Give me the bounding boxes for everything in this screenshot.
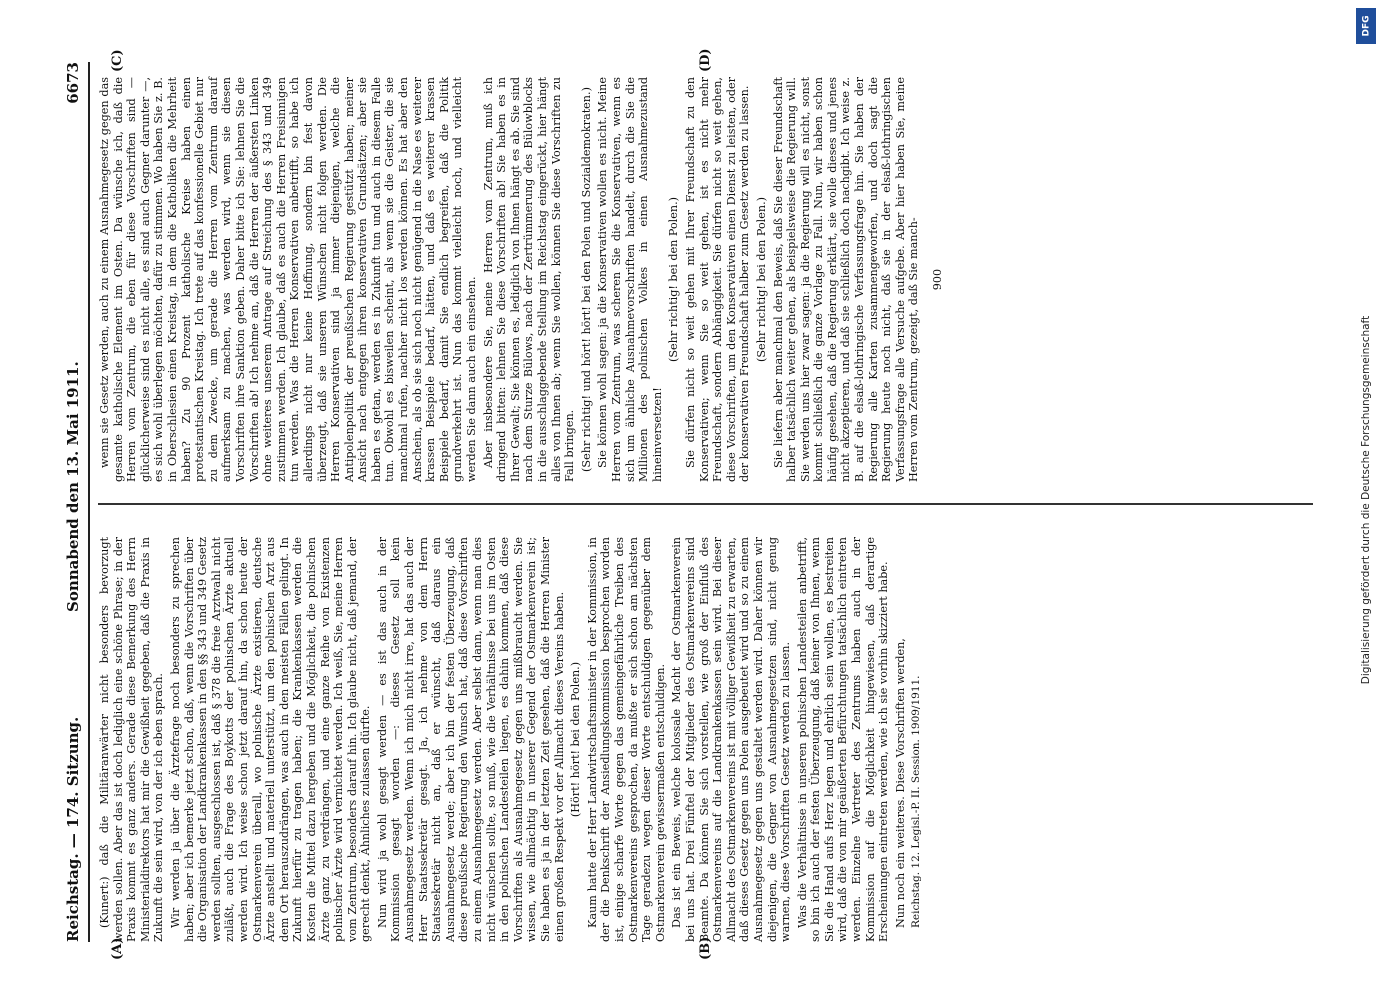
paragraph: Sie können wohl sagen: ja die Konservativen wollen es nicht. Meine Herren vom Zentrum, was scheren Sie die Konservativen, wenn es sich um ähnliche Ausnahmevorschriften handelt, durch die Sie die Millionen des polnischen Volkes in einen Ausnahmezustand hineinversetzen! xyxy=(596,77,664,482)
interjection: (Hört! hört! bei den Polen.) xyxy=(569,661,583,818)
paragraph: Nun wird ja wohl gesagt werden — es ist das auch in der Kommission gesagt worden —: dieses Gesetz soll kein Ausnahmegesetz werden. Wenn ich mich nicht irre, hat das auch der Herr Staatssekretär gesagt. Ja, ich nehme von dem Herrn Staatssekretär nicht an, daß er wünscht, daß daraus ein Ausnahmegesetz werde; aber ich bin der festen Überzeugung, daß diese preußische Regierung den Wunsch hat, daß diese Vorschriften zu einem Ausnahmegesetz werden. Aber selbst dann, wenn man dies nicht wünschen sollte, so muß, wie die Verhältnisse bei uns im Osten in den polnischen Landesteilen liegen, es dahin kommen, daß diese Vorschriften als Ausnahmegesetz gegen uns mißbraucht werden. Sie wissen, wie allmächtig in unserer Gegend der Ostmarkenverein ist; Sie haben es ja in der letzten Zeit gesehen, daß die Herren Minister einen großen Respekt vor der Allmacht dieses Vereins haben. xyxy=(375,537,566,942)
footnote: Reichstag. 12. Legisl.-P. II. Session. 1909/1911. xyxy=(910,675,923,928)
page-number: 6673 xyxy=(64,62,82,104)
marker-b: (B) xyxy=(698,936,713,960)
marker-a: (A) xyxy=(110,937,125,960)
newspaper-page xyxy=(48,42,1348,962)
paragraph: wenn sie Gesetz werden, auch zu einem Ausnahmegesetz gegen das gesamte katholische Element im Osten. Da wünsche ich, daß die Herren vom Zentrum, die eben für diese Vorschriften sind — glücklicherweise sind es nicht alle, es sind auch Gegner darunter —, es sich wohl überlegen möchten, dafür zu stimmen. Wo haben Sie z. B. in Oberschlesien einen Kreistag, in dem die Katholiken die Mehrheit haben? Zu 90 Prozent katholische Kreise haben einen protestantischen Kreistag. Ich trete auf das konfessionelle Gebiet nur zu dem Zwecke, um gerade die Herren vom Zentrum darauf aufmerksam zu machen, was werden wird, wenn sie diesen Vorschriften ihre Sanktion geben. Daher bitte ich Sie: lehnen Sie die Vorschriften ab! Ich nehme an, daß die Herren der äußersten Linken ohne weiteres unserem Antrage auf Streichung des § 343 und 349 zustimmen werden. Ich glaube, daß es auch die Herren Freisinnigen tun werden. Was die Herren Konservativen anbetrifft, so habe ich allerdings nicht nur keine Hoffnung, sondern bin fest davon überzeugt, daß sie unseren Wünschen nicht folgen werden. Die Herren Konservativen sind ja immer diejenigen, welche die Antipolenpolitik der preußischen Regierung gestützt haben; meiner Ansicht nach entgegen ihren konservativen Grundsätzen; aber sie haben es getan, werden es in Zukunft tun und auch in diesem Falle tun. Obwohl es bisweilen scheint, als wenn sie die Geister, die sie manchmal rufen, nachher nicht los werden können. Es hat aber den Anschein, als ob sie sich noch nicht genügend in die Nase es weiterer krassen Beispiele bedarf, hätten, und daß es weiterer krassen Beispiele bedarf, damit Sie endlich begreifen, daß die Politik grundverkehrt ist. Nun das kommt vielleicht noch, und vielleicht werden Sie dann auch ein einsehen. xyxy=(98,77,479,482)
paragraph: Aber insbesondere Sie, meine Herren vom Zentrum, muß ich dringend bitten: lehnen Sie diese Vorschriften ab! Sie haben es in Ihrer Gewalt; Sie können es, lediglich von Ihnen hängt es ab. Sie sind nach dem Sturze Bülows, nach der Zertrümmerung des Bülowblocks in die ausschlaggebende Stellung im Reichstag eingerückt, hier hängt alles von Ihnen ab; wenn Sie wollen, können Sie diese Vorschriften zu Fall bringen. xyxy=(481,77,577,482)
marker-d: (D) xyxy=(698,48,713,72)
page-header xyxy=(60,62,90,942)
paragraph: Kaum hatte der Herr Landwirtschaftsminister in der Kommission, in der die Denkschrift der Ansiedlungskommission besprochen worden ist, einige scharfe Worte gegen das gemeingefährliche Treiben des Ostmarkenvereins gesprochen, da mußte er sich schon am nächsten Tage geradezu wegen dieser Worte entschuldigen gegenüber dem Ostmarkenverein gewissermaßen entschuldigen. xyxy=(585,537,667,942)
digitization-note: Digitalisierung gefördert durch die Deutsche Forschungsgemeinschaft xyxy=(1360,315,1372,685)
paragraph: Sie dürfen nicht so weit gehen mit Ihrer Freundschaft zu den Konservativen; wenn Sie so weit gehen, ist es nicht mehr Freundschaft, sondern Abhängigkeit. Sie dürfen nicht so weit gehen, diese Vorschriften, um den Konservativen einen Dienst zu leisten, oder der konservativen Freundschaft halber zum Gesetz werden zu lassen. xyxy=(683,77,752,482)
header-left: Reichstag. — 174. Sitzung. xyxy=(64,716,82,942)
right-column xyxy=(98,77,945,482)
dfg-logo-text: DFG xyxy=(1361,15,1372,37)
interjection: (Sehr richtig! und hört! hört! bei den Polen und Sozialdemokraten.) xyxy=(579,87,593,472)
paragraph: (Kunert:) daß die Militäranwärter nicht besonders bevorzugt werden sollen. Aber das ist doch lediglich eine schöne Phrase; in der Praxis kommt es ganz anders. Gerade diese Bemerkung des Herrn Ministerialdirektors hat mir die Gewißheit gegeben, daß die Praxis in Zukunft die sein wird, von der ich eben sprach. xyxy=(98,537,166,942)
marker-c: (C) xyxy=(110,49,125,72)
header-date: Sonnabend den 13. Mai 1911. xyxy=(64,361,82,612)
paragraph: Nun noch ein weiteres. Diese Vorschriften werden, xyxy=(893,638,907,928)
interjection: (Sehr richtig! bei den Polen.) xyxy=(667,196,681,363)
paragraph: Wir werden ja über die Ärztefrage noch besonders zu sprechen haben; aber ich bemerke jetzt schon, daß, wenn die Vorschriften über die Organisation der Landkrankenkassen in den §§ 343 und 349 Gesetz werden sollten, ausgeschlossen ist, daß § 378 die freie Arztwahl nicht zuläßt, auch die Frage des Boykotts der polnischen Ärzte aktuell werden wird. Ich weise schon jetzt darauf hin, da schon heute der Ostmarkenverein überall, wo polnische Ärzte existieren, deutsche Ärzte anstellt und materiell unterstützt, um den polnischen Arzt aus dem Ort herauszudrängen, was auch in den meisten Fällen gelingt. In Zukunft hierfür zu tragen haben; die Krankenkassen werden die Kosten die Mittel dazu hergeben und die Möglichkeit, die polnischen Ärzte ganz zu verdrängen, und eine ganze Reihe von Existenzen polnischer Ärzte wird vernichtet werden. Ich weiß, Sie, meine Herren vom Zentrum, besonders darauf hin. Ich glaube nicht, daß jemand, der gerecht denkt, Ähnliches zulassen dürfte. xyxy=(168,537,373,942)
dfg-logo xyxy=(1356,8,1376,44)
paragraph: Das ist ein Beweis, welche kolossale Macht der Ostmarkenverein bei uns hat. Drei Fünftel der Mitglieder des Ostmarkenvereins sind Beamte. Da können Sie sich vorstellen, wie groß der Einfluß des Ostmarkenvereins auf die Landkrankenkassen sein wird. Bei dieser Allmacht des Ostmarkenvereins ist mit völliger Gewißheit zu erwarten, daß dieses Gesetz gegen uns Polen ausgebeutet wird und so zu einem Ausnahmegesetz gegen uns gestaltet werden wird. Daher können wir diejenigen, die Gegner von Ausnahmegesetzen sind, nicht genug warnen, diese Vorschriften Gesetz werden zu lassen. xyxy=(670,537,793,942)
paragraph: Was die Verhältnisse in unseren polnischen Landesteilen anbetrifft, so bin ich auch der festen Überzeugung, daß keiner von Ihnen, wenn Sie die Hand aufs Herz legen und ehrlich sein wollen, es bestreiten wird, daß die von mir geäußerten Befürchtungen tatsächlich eintreten werden. Einzelne Vertreter des Zentrums haben auch in der Kommission auf die Möglichkeit hingewiesen, daß derartige Erscheinungen eintreten werden, wie ich sie vorhin skizziert habe. xyxy=(795,537,891,942)
interjection: (Sehr richtig! bei den Polen.) xyxy=(754,196,768,363)
paragraph: Sie liefern aber manchmal den Beweis, daß Sie dieser Freundschaft halber tatsächlich weiter gehen, als beispielsweise die Regierung will. Sie werden uns hier zwar sagen: ja die Regierung will es nicht, sonst kommt schließlich die ganze Vorlage zu Fall. Nun, wir haben schon häufig gesehen, daß die Regierung erklärt, sie wolle dieses und jenes nicht akzeptieren, und daß sie schließlich doch nachgibt. Ich weise z. B. auf die elsaß-lothringische Verfassungsfrage hin. Sie haben der Regierung alle Karten zusammengeworfen, und doch sagt die Regierung heute noch nicht, daß sie in der elsaß-lothringischen Verfassungsfrage alle Versuche aufgebe. Aber hier haben Sie, meine Herren vom Zentrum, gezeigt, daß Sie manch- xyxy=(771,77,921,482)
column-divider xyxy=(98,504,1313,506)
left-column xyxy=(98,537,927,942)
signature-number: 900 xyxy=(931,268,945,291)
